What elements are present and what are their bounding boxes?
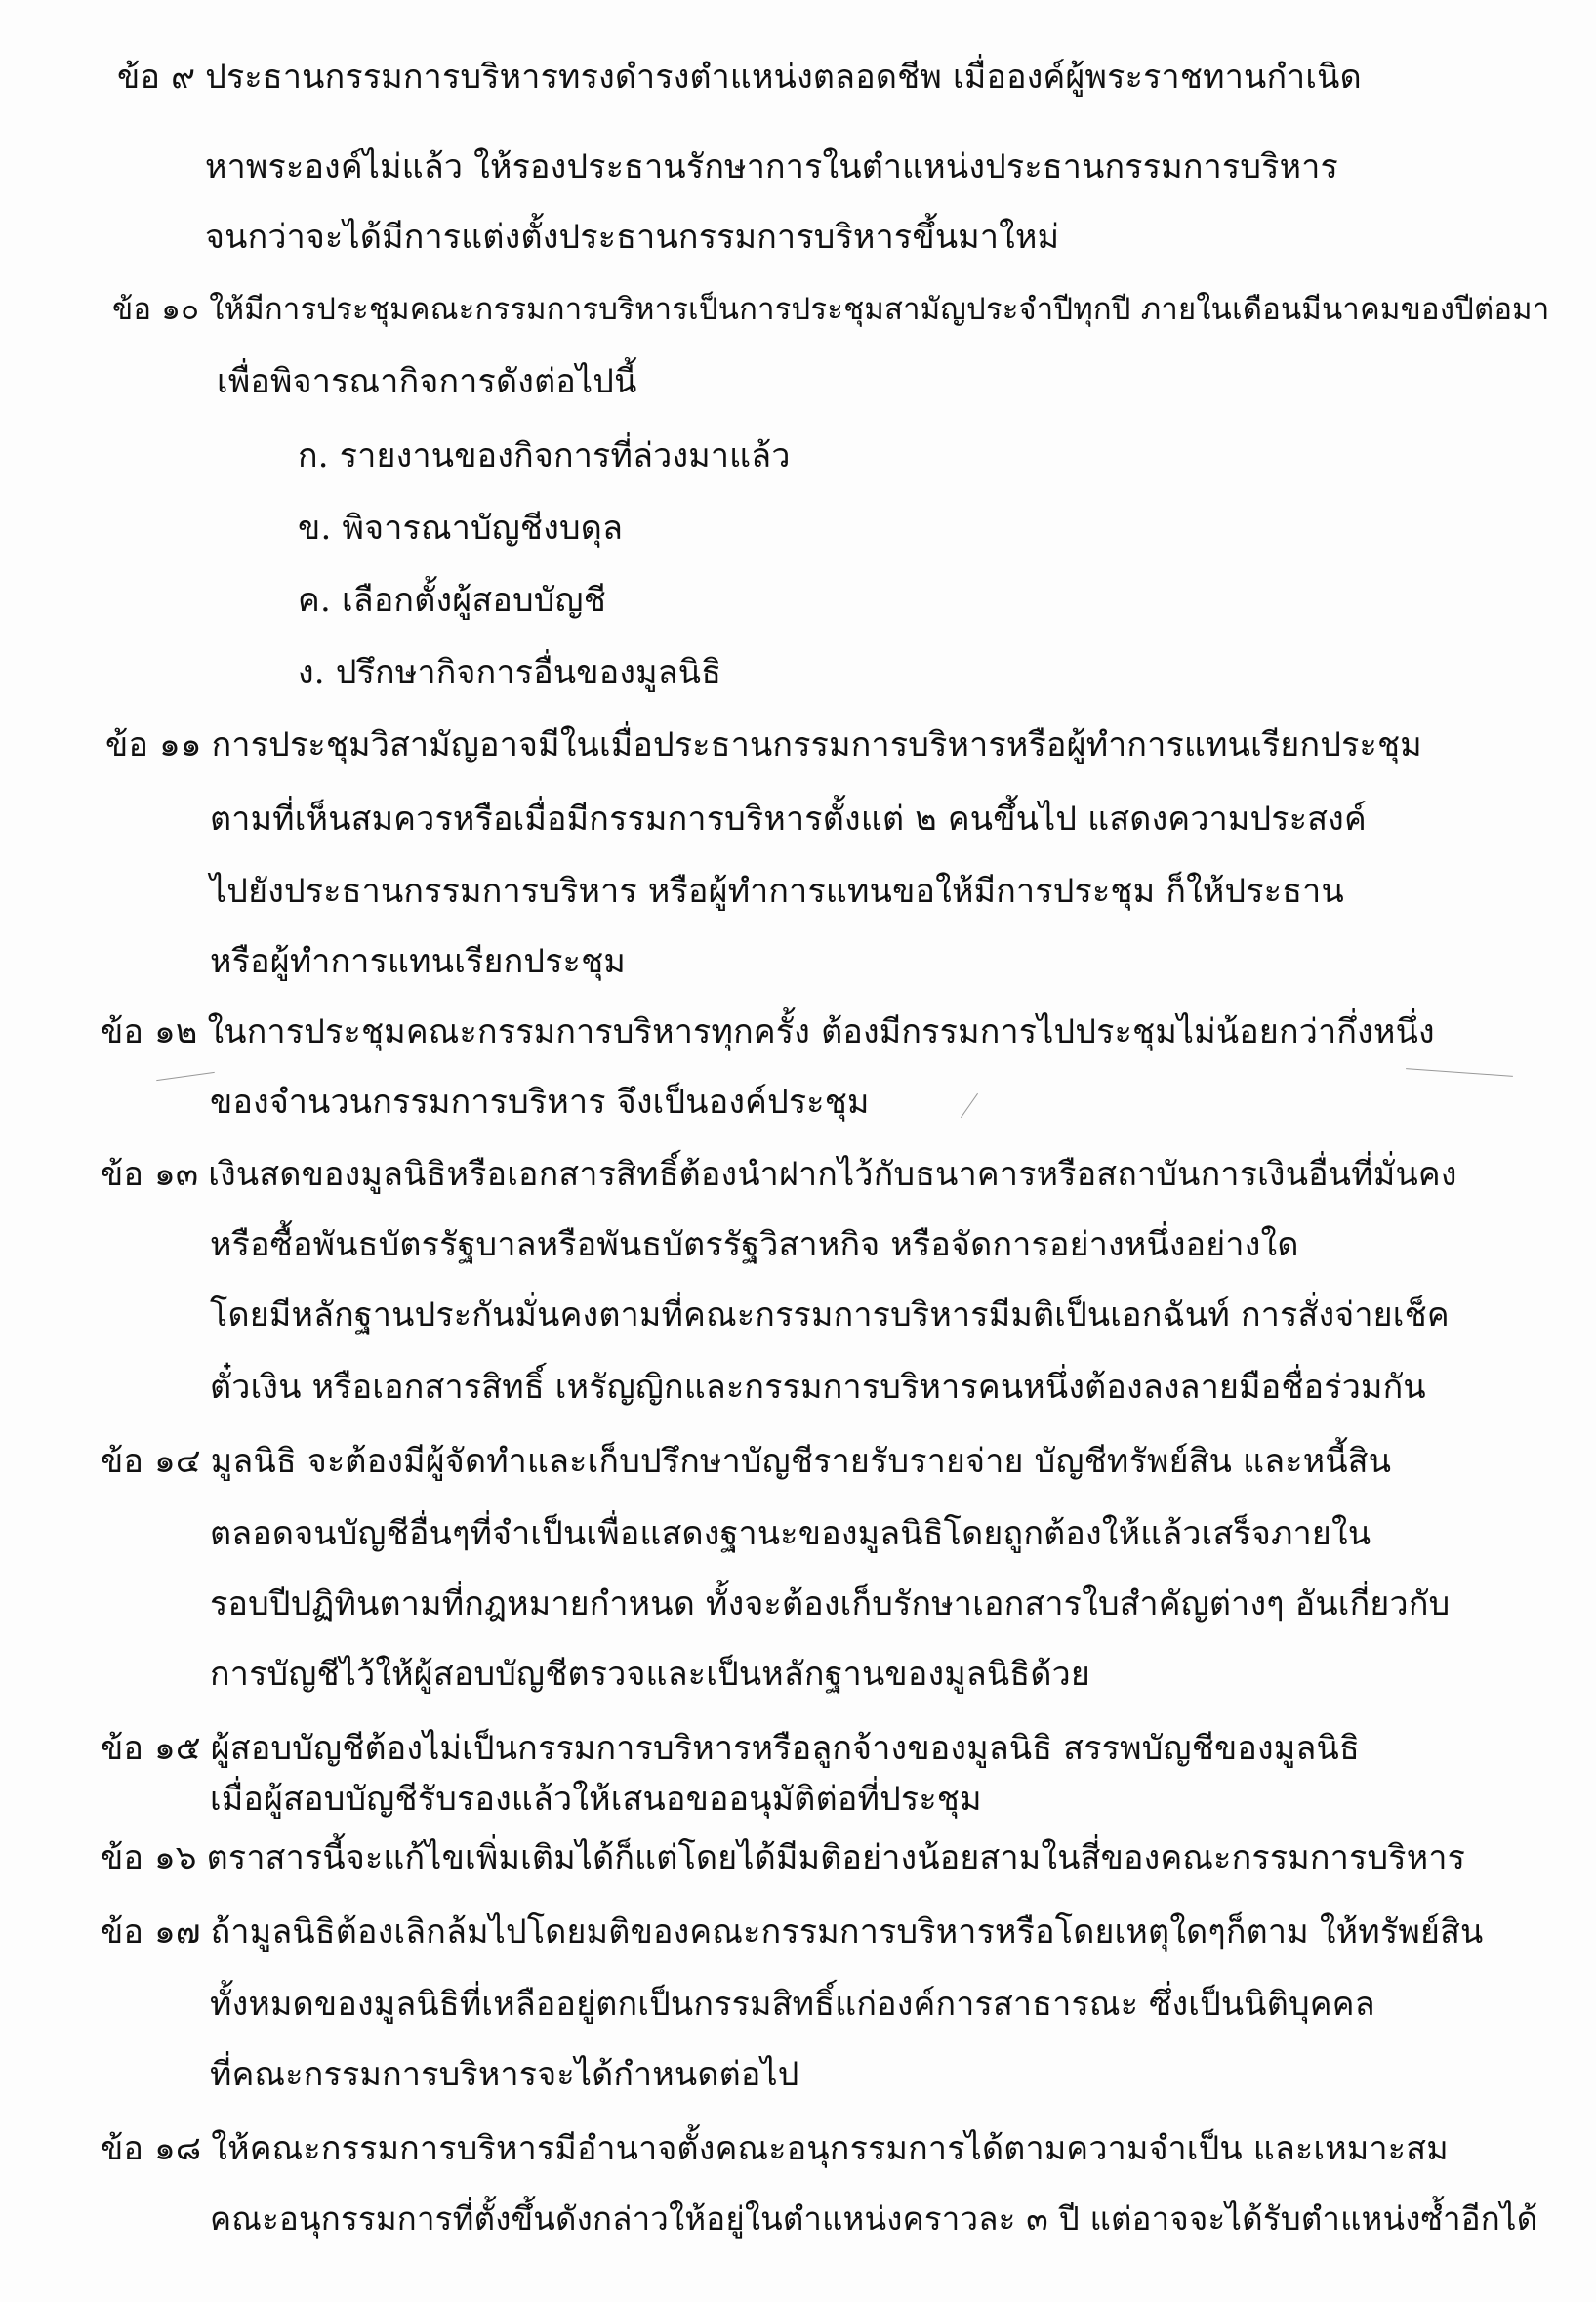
- clause-11-line-2: ตามที่เห็นสมควรหรือเมื่อมีกรรมการบริหารตั้งแต่ ๒ คนขึ้นไป แสดงความประสงค์: [210, 800, 1367, 839]
- clause-9-line-2: หาพระองค์ไม่แล้ว ให้รองประธานรักษาการในตำแหน่งประธานกรรมการบริหาร: [205, 147, 1338, 186]
- clause-number: ข้อ ๑๒: [101, 1012, 198, 1051]
- clause-11-line-3: ไปยังประธานกรรมการบริหาร หรือผู้ทำการแทนขอให้มีการประชุม ก็ให้ประธาน: [210, 872, 1344, 911]
- clause-text: มูลนิธิ จะต้องมีผู้จัดทำและเก็บปรึกษาบัญชีรายรับรายจ่าย บัญชีทรัพย์สิน และหนี้สิน: [210, 1442, 1392, 1481]
- clause-10-item-a: ก. รายงานของกิจการที่ล่วงมาแล้ว: [298, 436, 791, 475]
- clause-9-line-3: จนกว่าจะได้มีการแต่งตั้งประธานกรรมการบริหารขึ้นมาใหม่: [205, 218, 1060, 257]
- clause-number: ข้อ ๑๑: [105, 725, 202, 764]
- clause-number: ข้อ ๑๐: [112, 292, 200, 327]
- clause-13-line-1: [101, 1152, 1457, 1197]
- clause-14-line-2: ตลอดจนบัญชีอื่นๆที่จำเป็นเพื่อแสดงฐานะของมูลนิธิโดยถูกต้องให้แล้วเสร็จภายใน: [210, 1514, 1371, 1553]
- clause-number: ข้อ ๑๖: [101, 1838, 197, 1877]
- clause-15-line-1: [101, 1726, 1360, 1771]
- clause-text: ในการประชุมคณะกรรมการบริหารทุกครั้ง ต้องมีกรรมการไปประชุมไม่น้อยกว่ากึ่งหนึ่ง: [207, 1012, 1435, 1051]
- clause-17-line-1: [101, 1910, 1483, 1954]
- clause-9-line-1: [117, 55, 1362, 100]
- clause-text: ถ้ามูลนิธิต้องเลิกล้มไปโดยมติของคณะกรรมการบริหารหรือโดยเหตุใดๆก็ตาม ให้ทรัพย์สิน: [210, 1912, 1484, 1952]
- clause-14-line-1: [101, 1439, 1391, 1484]
- clause-number: ข้อ ๑๔: [101, 1442, 201, 1481]
- clause-18-line-1: [101, 2126, 1449, 2171]
- clause-text: ให้มีการประชุมคณะกรรมการบริหารเป็นการประชุมสามัญประจำปีทุกปี ภายในเดือนมีนาคมของปีต่อมา: [209, 292, 1550, 327]
- clause-14-line-4: การบัญชีไว้ให้ผู้สอบบัญชีตรวจและเป็นหลักฐานของมูลนิธิด้วย: [210, 1655, 1091, 1694]
- clause-13-line-3: โดยมีหลักฐานประกันมั่นคงตามที่คณะกรรมการบริหารมีมติเป็นเอกฉันท์ การสั่งจ่ายเช็ค: [210, 1295, 1450, 1335]
- clause-15-line-2: เมื่อผู้สอบบัญชีรับรองแล้วให้เสนอขออนุมัติต่อที่ประชุม: [210, 1780, 982, 1819]
- clause-text: เงินสดของมูลนิธิหรือเอกสารสิทธิ์ต้องนำฝากไว้กับธนาคารหรือสถาบันการเงินอื่นที่มั่นคง: [208, 1155, 1457, 1194]
- clause-number: ข้อ ๙: [117, 58, 196, 97]
- clause-12-line-1: [101, 1009, 1435, 1054]
- clause-17-line-2: ทั้งหมดของมูลนิธิที่เหลืออยู่ตกเป็นกรรมสิทธิ์แก่องค์การสาธารณะ ซึ่งเป็นนิติบุคคล: [210, 1985, 1375, 2024]
- clause-12-line-2: ของจำนวนกรรมการบริหาร จึงเป็นองค์ประชุม: [210, 1083, 870, 1122]
- clause-11-line-1: [105, 722, 1422, 767]
- pen-mark: [961, 1093, 978, 1118]
- pen-mark: [156, 1072, 215, 1081]
- clause-16-line-1: [101, 1835, 1465, 1880]
- clause-18-line-2: คณะอนุกรรมการที่ตั้งขึ้นดังกล่าวให้อยู่ในตำแหน่งคราวละ ๓ ปี แต่อาจจะได้รับตำแหน่งซ้ำอีกได้: [210, 2199, 1538, 2238]
- clause-10-item-d: ง. ปรึกษากิจการอื่นของมูลนิธิ: [298, 653, 722, 692]
- clause-10-item-c: ค. เลือกตั้งผู้สอบบัญชี: [298, 581, 607, 620]
- clause-text: การประชุมวิสามัญอาจมีในเมื่อประธานกรรมการบริหารหรือผู้ทำการแทนเรียกประชุม: [211, 725, 1422, 764]
- clause-10-line-2: เพื่อพิจารณากิจการดังต่อไปนี้: [217, 362, 637, 401]
- clause-14-line-3: รอบปีปฏิทินตามที่กฎหมายกำหนด ทั้งจะต้องเก็บรักษาเอกสารใบสำคัญต่างๆ อันเกี่ยวกับ: [210, 1584, 1451, 1624]
- clause-number: ข้อ ๑๓: [101, 1155, 199, 1194]
- clause-text: ตราสารนี้จะแก้ไขเพิ่มเติมได้ก็แต่โดยได้มีมติอย่างน้อยสามในสี่ของคณะกรรมการบริหาร: [206, 1838, 1466, 1877]
- clause-13-line-4: ตั๋วเงิน หรือเอกสารสิทธิ์ เหรัญญิกและกรรมการบริหารคนหนึ่งต้องลงลายมือชื่อร่วมกัน: [210, 1368, 1426, 1407]
- clause-10-line-1: [112, 287, 1549, 332]
- clause-17-line-3: ที่คณะกรรมการบริหารจะได้กำหนดต่อไป: [210, 2055, 799, 2094]
- pen-mark: [1406, 1068, 1513, 1077]
- clause-10-item-b: ข. พิจารณาบัญชีงบดุล: [298, 509, 624, 548]
- clause-text: ผู้สอบบัญชีต้องไม่เป็นกรรมการบริหารหรือลูกจ้างของมูลนิธิ สรรพบัญชีของมูลนิธิ: [210, 1729, 1360, 1768]
- clause-number: ข้อ ๑๘: [101, 2129, 202, 2168]
- clause-11-line-4: หรือผู้ทำการแทนเรียกประชุม: [210, 942, 627, 981]
- clause-number: ข้อ ๑๗: [101, 1912, 201, 1952]
- clause-13-line-2: หรือซื้อพันธบัตรรัฐบาลหรือพันธบัตรรัฐวิสาหกิจ หรือจัดการอย่างหนึ่งอย่างใด: [210, 1225, 1299, 1264]
- clause-number: ข้อ ๑๕: [101, 1729, 201, 1768]
- clause-text: ให้คณะกรรมการบริหารมีอำนาจตั้งคณะอนุกรรมการได้ตามความจำเป็น และเหมาะสม: [211, 2129, 1449, 2168]
- clause-text: ประธานกรรมการบริหารทรงดำรงตำแหน่งตลอดชีพ เมื่อองค์ผู้พระราชทานกำเนิด: [205, 58, 1362, 97]
